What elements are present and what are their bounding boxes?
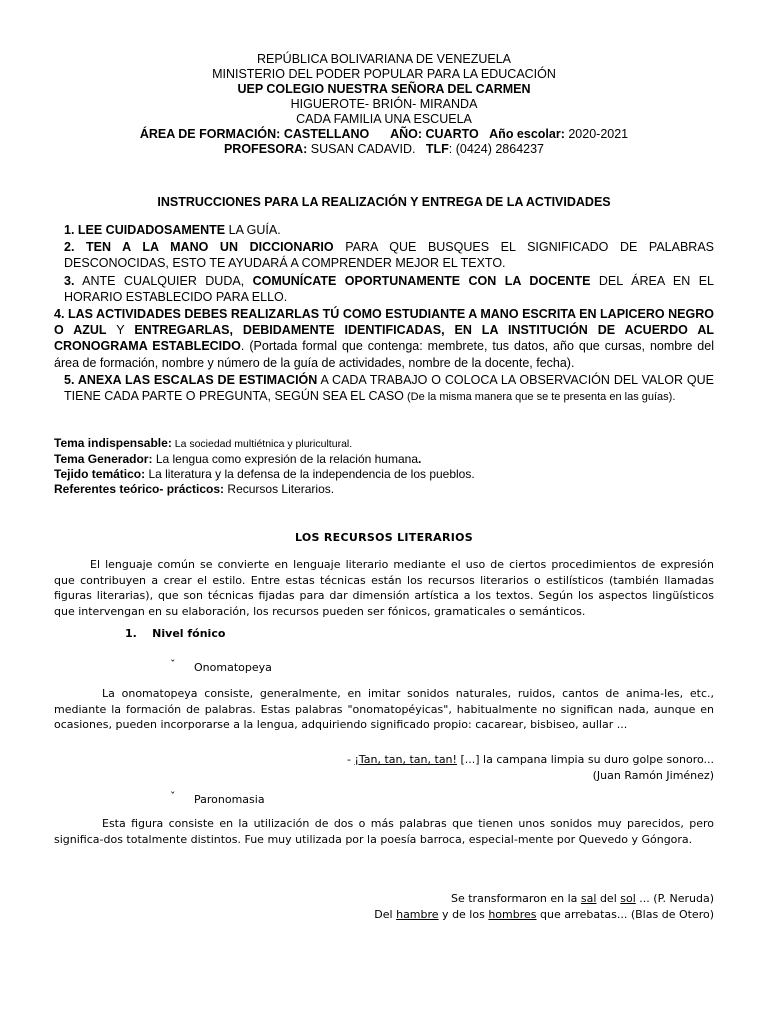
level-number: 1. [125,627,137,640]
teacher-value: SUSAN CADAVID. [310,142,416,156]
paronomasia-text: Esta figura consiste en la utilización de dos o más palabras que tienen unos sonidos muy parecidos, pero significa-dos totalmente distintos. Fue muy utilizada por la poesía barroca, especial-mente por Quevedo y Góngora. [54,817,714,846]
ex2-b: del [596,892,621,905]
onomatopeya-text: La onomatopeya consiste, generalmente, en imitar sonidos naturales, ruidos, cantos de anima-les, etc., mediante la formación de palabras. Estas palabras "onomatopéyicas", habitualmente no significan nada, aunque en ocasiones, pueden incorporarse a la lengua, adquiriendo significado propio: cacarear, bisbiseo, aullar ... [54,687,714,731]
header-location: HIGUEROTE- BRIÓN- MIRANDA [290,97,478,111]
tejido-label: Tejido temático: [54,467,146,481]
tema-generador-dot: . [418,452,422,466]
header-area-line [0,127,768,142]
instruction-2-bold: 2. TEN A LA MANO UN DICCIONARIO [64,240,334,255]
example-onomatopeya [54,752,714,783]
recursos-title: LOS RECURSOS LITERARIOS [294,531,474,544]
level-title: Nivel fónico [152,627,226,640]
document-header [0,52,768,157]
phone-label: TLF [425,142,449,156]
referentes-label: Referentes teórico- prácticos: [54,482,225,496]
tema-generador-value: La lengua como expresión de la relación humana [152,452,418,466]
instruction-3-num: 3. [64,273,75,288]
instruction-1 [54,222,714,238]
ex2-sol: sol [620,892,636,905]
level-heading [125,627,225,640]
tema-indispensable [54,436,714,452]
instruction-4-text: . (Portada formal que contenga: membrete, tus datos, año que cursas, nombre del área de formación, nombre y número de la guía de actividades, nombre de la docente, fecha). [54,339,714,370]
ex3-hombres: hombres [488,907,537,921]
example-rest: [...] la campana limpia su duro golpe sonoro... [456,753,714,766]
instruction-4 [54,306,714,371]
ex3-a: Del [374,907,397,921]
bullet-onomatopeya: ˇ [170,658,176,671]
school-year-label: Año escolar: [489,127,565,141]
instruction-1-text: LA GUÍA. [225,223,281,237]
header-school: UEP COLEGIO NUESTRA SEÑORA DEL CARMEN [237,82,531,96]
phone-value: : (0424) 2864237 [448,142,545,156]
instructions-title: INSTRUCCIONES PARA LA REALIZACIÓN Y ENTREGA DE LA ACTIVIDADES [157,195,611,209]
instruction-3 [54,273,714,305]
referentes-value: Recursos Literarios. [224,482,335,496]
example-underlined: ¡Tan, tan, tan, tan! [354,753,457,766]
tejido-tematico [54,467,714,482]
instruction-3-text2: DEL ÁREA EN EL HORARIO ESTABLECIDO PARA ELLO. [64,273,714,304]
tema-generador [54,452,714,467]
ex2-sal: sal [580,892,597,905]
paronomasia-example-1 [54,891,714,907]
tema-indispensable-value: La sociedad multiétnica y pluricultural. [171,438,353,450]
example-dash: - [346,753,355,766]
instruction-5-bold: 5. ANEXA LAS ESCALAS DE ESTIMACIÓN [64,372,318,387]
tema-generador-label: Tema Generador: [54,452,153,466]
instruction-5-small: (De la misma manera que se te presenta en las guías). [403,391,676,404]
school-year-value: 2020-2021 [568,127,629,141]
ex3-hambre: hambre [396,907,439,921]
area-label: ÁREA DE FORMACIÓN: CASTELLANO [139,127,370,141]
teacher-label: PROFESORA: [223,142,308,156]
tema-indispensable-label: Tema indispensable: [54,436,172,450]
instruction-3-bold: COMUNÍCATE OPORTUNAMENTE CON LA DOCENTE [252,273,591,288]
onomatopeya-title: Onomatopeya [194,661,272,674]
instructions-list [54,222,714,406]
topics-block [54,436,714,497]
ex2-a: Se transformaron en la [451,892,581,905]
example-author: (Juan Ramón Jiménez) [592,768,714,782]
instruction-4-y: Y [106,323,135,338]
instruction-4-bold1: 4. LAS ACTIVIDADES DEBES REALIZARLAS TÚ COMO ESTUDIANTE A MANO ESCRITA EN LAPICERO NEGRO O AZUL [54,307,714,338]
header-republic: REPÚBLICA BOLIVARIANA DE VENEZUELA [256,52,512,66]
bullet-paronomasia: ˇ [170,790,176,803]
example-onomatopeya-line [54,752,714,768]
instruction-1-bold: 1. LEE CUIDADOSAMENTE [64,223,226,237]
tejido-value: La literatura y la defensa de la independencia de los pueblos. [145,467,475,481]
paronomasia-title: Paronomasia [194,793,265,806]
instruction-4-bold2: ENTREGARLAS, DEBIDAMENTE IDENTIFICADAS, EN LA INSTITUCIÓN DE ACUERDO AL CRONOGRAMA ESTABLECIDO [54,323,714,354]
ex2-c: ... (P. Neruda) [635,892,714,905]
header-ministry: MINISTERIO DEL PODER POPULAR PARA LA EDUCACIÓN [212,67,556,81]
instruction-5 [54,372,714,405]
instruction-2 [54,239,714,271]
recursos-intro: El lenguaje común se convierte en lenguaje literario mediante el uso de ciertos procedimientos de expresión que contribuyen a crear el estilo. Entre estas técnicas están los recursos literarios o estilísticos (también llamadas figuras literarias), que son técnicas fijadas para dar dimensión artística a los textos. Según los aspectos lingüísticos que intervengan en su elaboración, los recursos pueden ser fónicos, gramaticales o semánticos. [54,558,714,618]
referentes [54,482,714,497]
header-teacher-line [0,142,768,157]
paronomasia-example-2 [54,907,714,923]
year-label: AÑO: CUARTO [390,127,479,141]
instruction-2-text: PARA QUE BUSQUES EL SIGNIFICADO DE PALABRAS DESCONOCIDAS, ESTO TE AYUDARÁ A COMPRENDER MEJOR EL TEXTO. [64,240,715,271]
instruction-3-text1: ANTE CUALQUIER DUDA, [74,273,253,288]
ex3-c: que arrebatas... (Blas de Otero) [536,907,714,921]
paronomasia-examples [54,891,714,922]
instruction-5-text: A CADA TRABAJO O COLOCA LA OBSERVACIÓN DEL VALOR QUE TIENE CADA PARTE O PREGUNTA, SEGÚN SEA EL CASO [64,372,714,404]
header-motto: CADA FAMILIA UNA ESCUELA [296,112,472,126]
ex3-b: y de los [438,907,489,921]
